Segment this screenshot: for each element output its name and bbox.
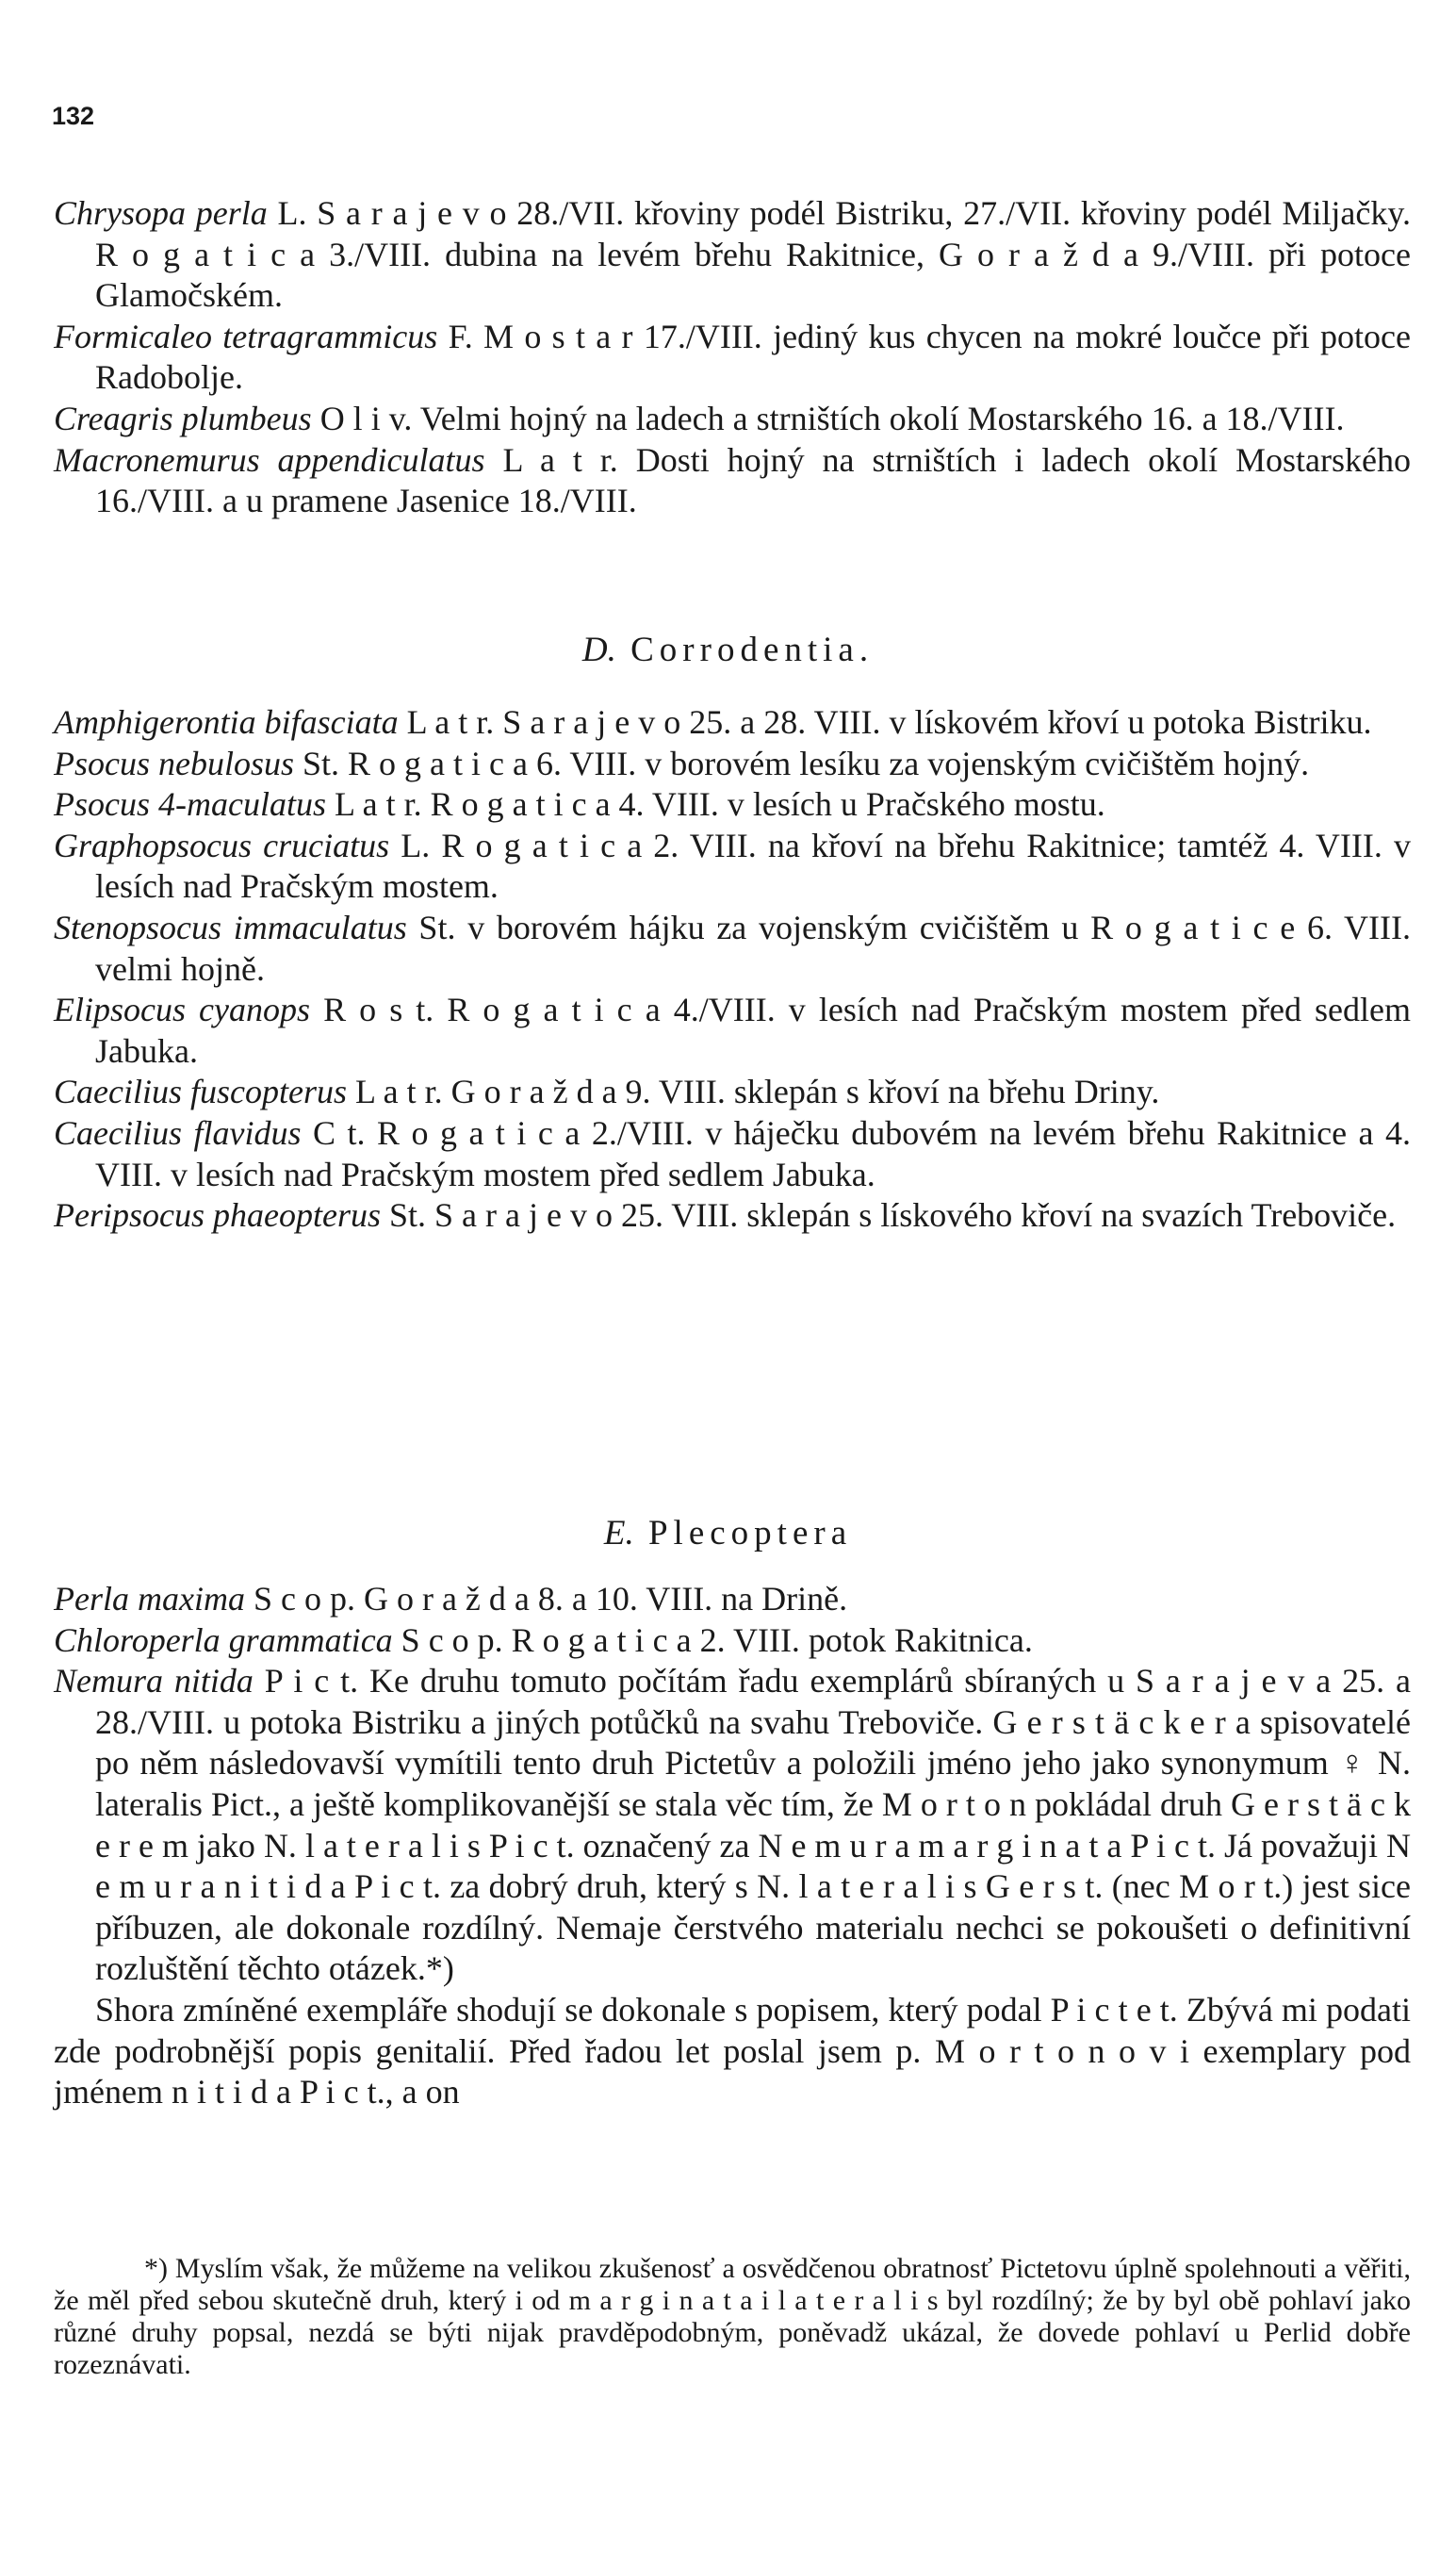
species-entry xyxy=(54,1620,1411,1662)
species-entry xyxy=(54,744,1411,785)
species-text: L. S a r a j e v o 28./VII. křoviny podél Bistriku, 27./VII. křoviny podél Miljačky. R o g a t i c a 3./VIII. dubina na levém břehu Rakitnice, G o r a ž d a 9./VIII. při potoce Glamočském. xyxy=(95,194,1412,315)
species-name: Elipsocus cyanops xyxy=(54,991,311,1029)
species-text: L a t r. S a r a j e v o 25. a 28. VIII. v lískovém křoví u potoka Bistriku. xyxy=(398,703,1372,741)
species-name: Caecilius flavidus xyxy=(54,1113,302,1152)
species-entry xyxy=(54,193,1411,317)
page-number: 132 xyxy=(52,102,95,130)
species-name: Perla maxima xyxy=(54,1580,245,1618)
section-heading-corrodentia xyxy=(0,630,1456,670)
species-entry xyxy=(54,317,1411,399)
species-entry xyxy=(54,908,1411,990)
species-entry xyxy=(54,1195,1411,1237)
species-text: L. R o g a t i c a 2. VIII. na křoví na břehu Rakitnice; tamtéž 4. VIII. v lesích nad Pračským mostem. xyxy=(95,826,1411,906)
species-text: St. S a r a j e v o 25. VIII. sklepán s lískového křoví na svazích Treboviče. xyxy=(380,1196,1397,1235)
species-text: L a t r. Dosti hojný na strništích i ladech okolí Mostarského 16./VIII. a u pramene Jasenice 18./VIII. xyxy=(95,440,1412,520)
species-name: Stenopsocus immaculatus xyxy=(54,908,407,946)
species-entry xyxy=(54,702,1411,744)
species-text: L a t r. G o r a ž d a 9. VIII. sklepán s křoví na břehu Driny. xyxy=(346,1073,1160,1111)
section-corrodentia-list xyxy=(54,702,1411,1237)
species-text: L a t r. R o g a t i c a 4. VIII. v lesích u Pračského mostu. xyxy=(325,785,1105,824)
species-text: St. R o g a t i c a 6. VIII. v borovém lesíku za vojenským cvičištěm hojný. xyxy=(294,744,1310,782)
species-text: O l i v. Velmi hojný na ladech a strništích okolí Mostarského 16. a 18./VIII. xyxy=(311,399,1345,437)
species-name: Graphopsocus cruciatus xyxy=(54,826,390,864)
species-text: P i c t. Ke druhu tomuto počítám řadu exemplárů sbíraných u S a r a j e v a 25. a 28./VIII. u potoka Bistriku a jiných potůčků na svahu Treboviče. G e r s t ä c k e r a spisovatelé po něm následovavší vymítili tento druh Pictetův a položili jméno jeho jako synonymum ♀ N. lateralis Pict., a ještě komplikovanější se stala věc tím, že M o r t o n pokládal druh G e r s t ä c k e r e m jako N. l a t e r a l i s P i c t. označený za N e m u r a m a r g i n a t a P i c t. Já považuji N e m u r a n i t i d a P i c t. za dobrý druh, který s N. l a t e r a l i s G e r s t. (nec M o r t.) jest sice příbuzen, ale dokonale rozdílný. Nemaje čerstvého materialu nechci se pokoušeti o definitivní rozluštění těchto otázek.*) xyxy=(95,1662,1411,1988)
body-paragraph: Shora zmíněné exempláře shodují se dokonale s popisem, který podal P i c t e t. Zbývá mi podati zde podrobnější popis genitalií. Před řadou let poslal jsem p. M o r t o n o v i exemplary pod jménem n i t i d a P i c t., a on xyxy=(54,1990,1411,2111)
species-text: R o s t. R o g a t i c a 4./VIII. v lesích nad Pračským mostem před sedlem Jabuka. xyxy=(95,991,1411,1070)
section-heading-plecoptera xyxy=(0,1513,1456,1553)
section-plecoptera-list xyxy=(54,1579,1411,2113)
species-text: S c o p. G o r a ž d a 8. a 10. VIII. na Drině. xyxy=(244,1580,848,1618)
species-name: Caecilius fuscopterus xyxy=(54,1073,347,1111)
species-entry xyxy=(54,1113,1411,1195)
species-name: Chloroperla grammatica xyxy=(54,1620,393,1659)
species-entry xyxy=(54,399,1411,440)
species-text: St. v borovém hájku za vojenským cvičištěm u R o g a t i c e 6. VIII. velmi hojně. xyxy=(95,908,1412,988)
species-entry xyxy=(54,826,1411,908)
species-entry xyxy=(54,1579,1411,1620)
section-letter: E. xyxy=(603,1514,634,1553)
species-entry xyxy=(54,440,1411,522)
species-text: F. M o s t a r 17./VIII. jediný kus chycen na mokré loučce při potoce Radobolje. xyxy=(95,317,1412,397)
species-name: Chrysopa perla xyxy=(54,194,268,232)
species-entry xyxy=(54,1661,1411,1990)
species-name: Psocus nebulosus xyxy=(54,744,294,782)
section-title: Corrodentia. xyxy=(630,631,875,669)
section-neuroptera-list xyxy=(54,193,1411,522)
species-name: Macronemurus appendiculatus xyxy=(54,440,485,479)
section-title: Plecoptera xyxy=(647,1514,853,1553)
species-name: Formicaleo tetragrammicus xyxy=(54,317,438,355)
species-name: Peripsocus phaeopterus xyxy=(54,1196,381,1235)
footnote xyxy=(54,2253,1411,2381)
species-name: Nemura nitida xyxy=(54,1662,254,1700)
footnote-text: *) Myslím však, že můžeme na velikou zkušenosť a osvědčenou obratnosť Pictetovu úplně spolehnouti a věřiti, že měl před sebou skutečně druh, který i od m a r g i n a t a i l a t e r a l i s byl rozdílný; že by byl obě pohlaví jako různé druhy popsal, nezdá se býti nijak pravděpodobným, poněvadž ukázal, že dovede pohlaví u Perlid dobře rozeznávati. xyxy=(54,2253,1411,2380)
species-entry xyxy=(54,784,1411,826)
species-entry xyxy=(54,990,1411,1072)
species-text: S c o p. R o g a t i c a 2. VIII. potok Rakitnica. xyxy=(392,1620,1033,1659)
species-entry xyxy=(54,1072,1411,1113)
species-name: Amphigerontia bifasciata xyxy=(54,703,399,741)
species-name: Creagris plumbeus xyxy=(54,399,312,437)
species-text: C t. R o g a t i c a 2./VIII. v háječku dubovém na levém břehu Rakitnice a 4. VIII. v lesích nad Pračským mostem před sedlem Jabuka. xyxy=(95,1113,1412,1193)
section-letter: D. xyxy=(581,631,616,669)
species-name: Psocus 4-maculatus xyxy=(54,785,326,824)
